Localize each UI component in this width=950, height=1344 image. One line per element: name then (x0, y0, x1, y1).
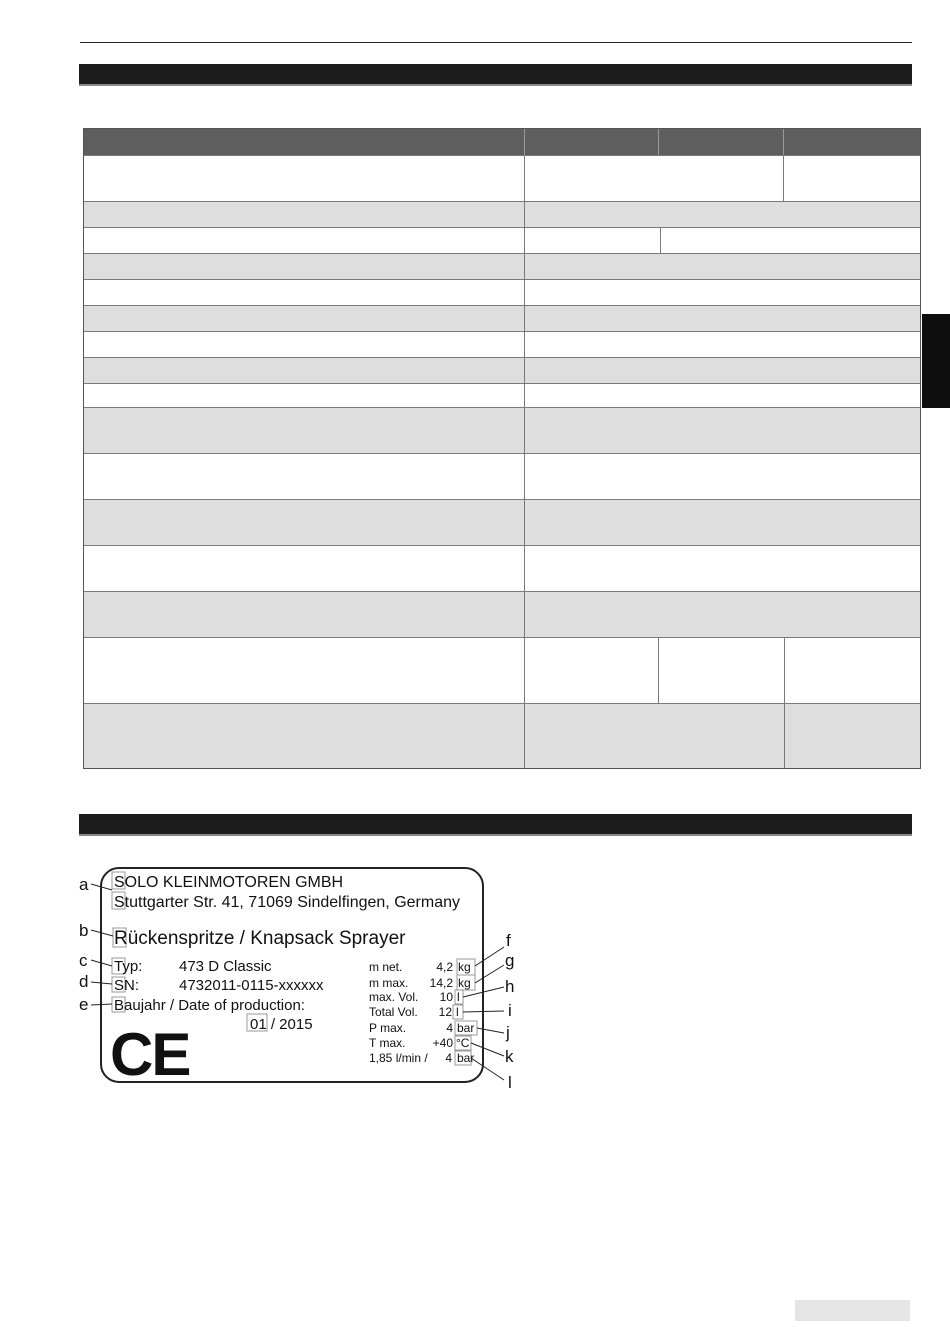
spec-label-max-vol: max. Vol. (369, 990, 419, 1004)
spec-value-max-vol: 10 (439, 990, 453, 1004)
plate-type-label: Typ: (114, 958, 143, 975)
spec-label-t-max: T max. (369, 1036, 406, 1050)
callout-l: l (508, 1073, 512, 1092)
spec-value-flow: 4 (445, 1051, 452, 1065)
spec-value-m-max: 14,2 (429, 976, 453, 990)
plate-sn-value: 4732011-0115-xxxxxx (179, 977, 324, 994)
spec-label-p-max: P max. (369, 1021, 407, 1035)
spec-label-m-max: m max. (369, 976, 409, 990)
ce-mark: CE (110, 1021, 190, 1088)
callout-g: g (505, 951, 515, 970)
spec-unit-total-vol: l (456, 1005, 459, 1019)
spec-value-total-vol: 12 (438, 1005, 452, 1019)
plate-address: Stuttgarter Str. 41, 71069 Sindelfingen, Germany (114, 894, 460, 911)
callout-c: c (79, 951, 88, 970)
callout-b: b (79, 921, 89, 940)
spec-unit-max-vol: l (457, 990, 460, 1004)
plate-company: SOLO KLEINMOTOREN GMBH (114, 874, 344, 891)
spec-label-flow: 1,85 l/min / (369, 1051, 428, 1065)
plate-product: Rückenspritze / Knapsack Sprayer (114, 928, 406, 949)
callout-k: k (505, 1047, 514, 1066)
page-number-box (795, 1300, 910, 1321)
plate-type-value: 473 D Classic (179, 958, 272, 975)
spec-unit-flow: bar (457, 1051, 475, 1065)
plate-sn-label: SN: (114, 977, 140, 994)
plate-year-value: 01 / 2015 (250, 1016, 313, 1033)
spec-unit-t-max: °C (456, 1036, 470, 1050)
spec-unit-m-net: kg (458, 960, 471, 974)
callout-f: f (506, 931, 511, 950)
callout-h: h (505, 977, 515, 996)
spec-value-p-max: 4 (446, 1021, 453, 1035)
spec-value-m-net: 4,2 (436, 960, 453, 974)
spec-label-total-vol: Total Vol. (369, 1005, 418, 1019)
spec-unit-m-max: kg (458, 976, 471, 990)
callout-d: d (79, 972, 89, 991)
plate-year-label: Baujahr / Date of production: (114, 997, 305, 1014)
spec-unit-p-max: bar (457, 1021, 475, 1035)
callout-j: j (506, 1023, 510, 1042)
callout-a: a (79, 875, 89, 894)
callout-e: e (79, 995, 89, 1014)
spec-value-t-max: +40 (432, 1036, 453, 1050)
callout-i: i (508, 1001, 512, 1020)
spec-label-m-net: m net. (369, 960, 403, 974)
